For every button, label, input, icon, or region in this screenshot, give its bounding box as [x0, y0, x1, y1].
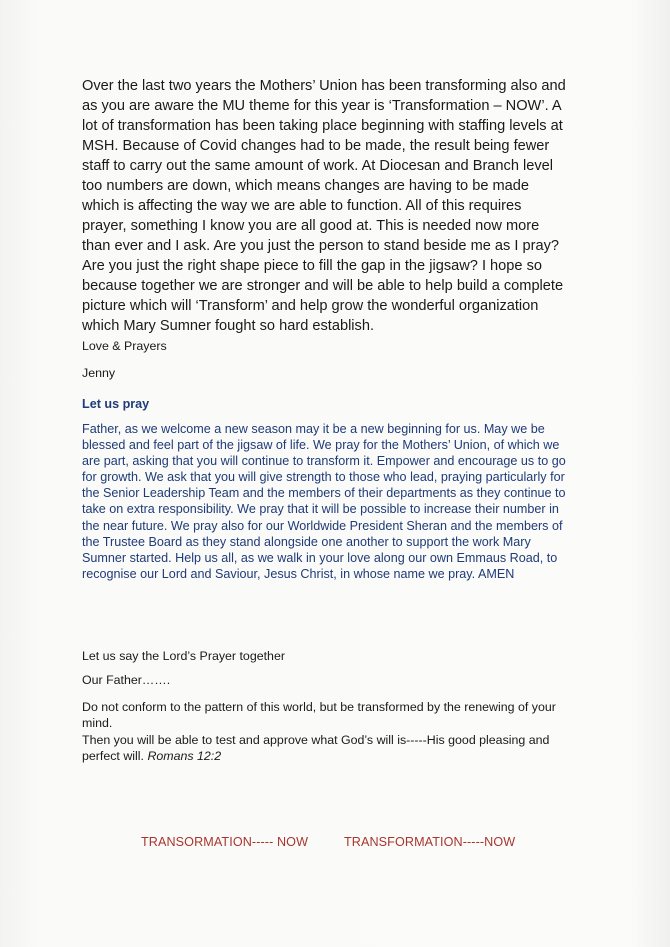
scripture-passage [82, 699, 568, 764]
signature: Jenny [82, 366, 116, 380]
lords-prayer-invite: Let us say the Lord’s Prayer together [82, 649, 285, 663]
scripture-reference: Romans 12:2 [147, 748, 222, 763]
scripture-line-2-text: Then you will be able to test and approve what God’s will is-----His good pleasing and perfect will. [82, 732, 550, 763]
prayer-paragraph: Father, as we welcome a new season may it be a new beginning for us. May we be blessed and feel part of the jigsaw of life. We pray for the Mothers’ Union, of which we are part, asking that you will continue to transform it. Empower and encourage us to go for growth. We ask that you will give strength to those who lead, praying particularly for the Senior Leadership Team and the members of their departments as they continue to take on extra responsibility. We pray that it will be possible to increase their number in the near future. We pray also for our Worldwide President Sheran and the members of the Trustee Board as they stand alongside one another to support the work Mary Sumner started. Help us all, as we walk in your love along our own Emmaus Road, to recognise our Lord and Saviour, Jesus Christ, in whose name we pray. AMEN [82, 422, 566, 581]
letter-body [82, 76, 572, 582]
closing-line: Love & Prayers [82, 339, 167, 353]
scripture-line-1: Do not conform to the pattern of this world, but be transformed by the renewing of your mind. [82, 700, 556, 731]
prayer-heading: Let us pray [82, 397, 150, 411]
intro-paragraph: Over the last two years the Mothers’ Union has been transforming also and as you are aware the MU theme for this year is ‘Transformation – NOW’. A lot of transformation has been taking place beginning with staffing levels at MSH. Because of Covid changes had to be made, the result being fewer staff to carry out the same amount of work. At Diocesan and Branch level too numbers are down, which means changes are having to be made which is affecting the way we are able to function. All of this requires prayer, something I know you are all good at. This is needed now more than ever and I ask. Are you just the person to stand beside me as I pray? Are you just the right shape piece to fill the gap in the jigsaw? I hope so because together we are stronger and will be able to help build a complete picture which will ‘Transform’ and help grow the wonderful organization which Mary Sumner fought so hard establish. [82, 78, 566, 334]
footer-motto-left: TRANSORMATION----- NOW [141, 835, 309, 849]
scripture-line-2 [82, 732, 568, 765]
lords-prayer-opening: Our Father……. [82, 673, 171, 687]
footer-motto-right: TRANSFORMATION-----NOW [344, 835, 516, 849]
